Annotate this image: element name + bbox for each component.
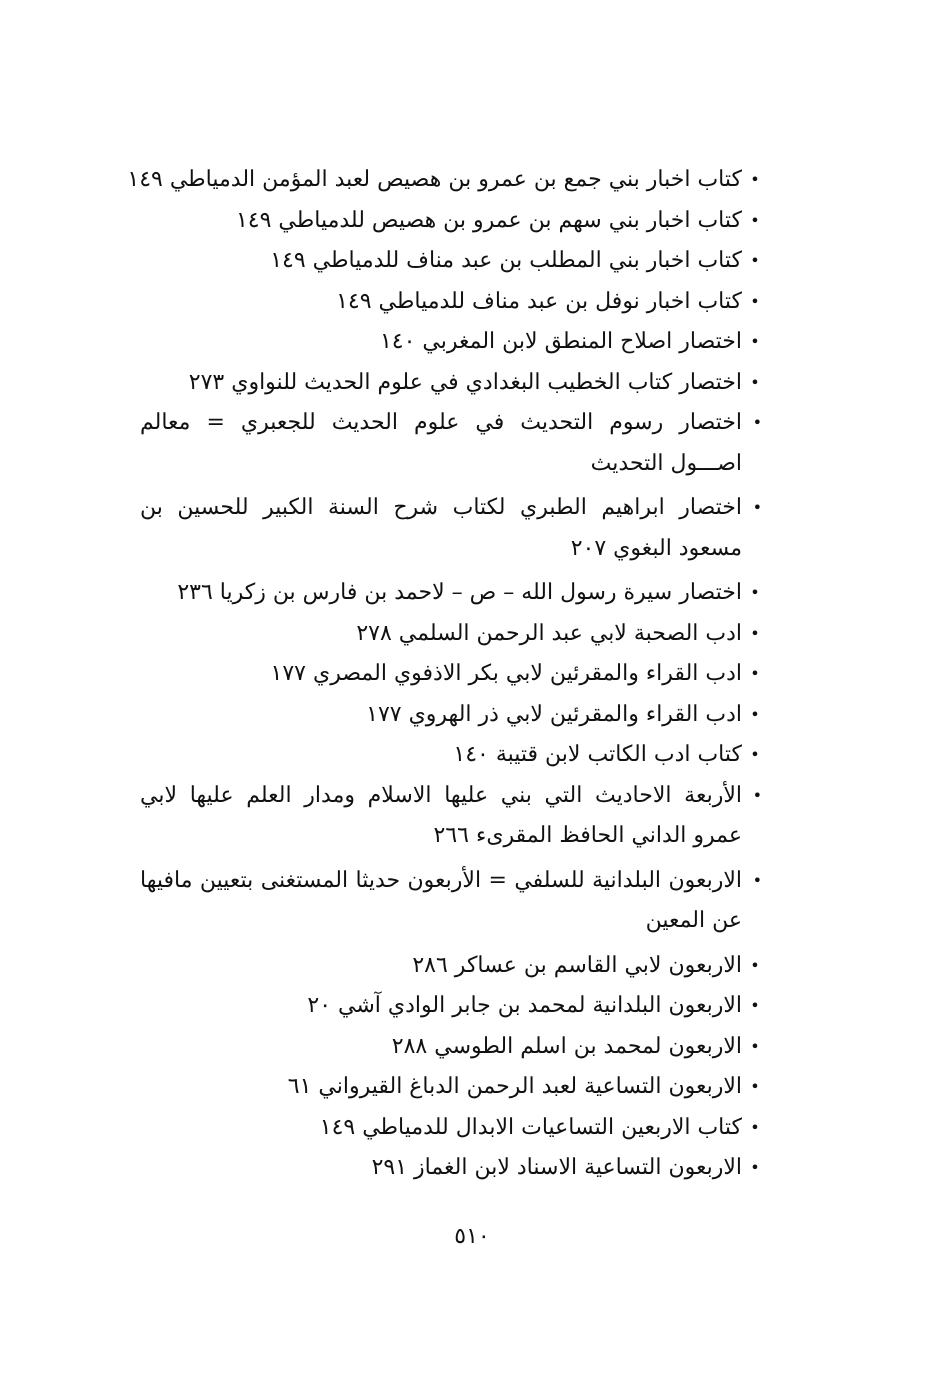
entry-text: الاربعون البلدانية لمحمد بن جابر الوادي آشي ٢٠ [307,993,742,1018]
entry-text: الاربعون لابي القاسم بن عساكر ٢٨٦ [412,952,742,978]
entry-text: كتاب الاربعين التساعيات الابدال للدمياطي ١٤٩ [319,1114,742,1140]
index-entry [140,695,762,736]
bullet-icon: • [752,785,762,805]
entry-text: ادب القراء والمقرئين لابي بكر الاذفوي المصري ١٧٧ [270,661,742,686]
entry-text: ادب القراء والمقرئين لابي ذر الهروي ١٧٧ [366,701,742,727]
entry-text: الأربعة الاحاديث التي بني عليها الاسلام ومدار العلم عليها لابي عمرو الداني الحافظ المقرىء ٢٦٦ [140,782,742,848]
bullet-icon: • [750,1158,760,1177]
bullet-icon: • [750,996,760,1015]
entry-text: اختصار كتاب الخطيب البغدادي في علوم الحديث للنواوي ٢٧٣ [188,369,742,395]
bullet-icon: • [750,372,760,392]
index-entry [140,488,762,569]
index-entry [140,363,762,404]
bullet-icon: • [750,210,760,230]
index-entry [140,776,762,857]
entry-text: اختصار سيرة رسول الله – ص – لاحمد بن فارس بن زكريا ٢٣٦ [177,580,742,605]
bullet-icon: • [750,1117,760,1137]
bullet-icon: • [750,704,760,724]
index-entry [140,201,762,242]
entry-text: اختصار اصلاح المنطق لابن المغربي ١٤٠ [379,329,742,354]
entry-text: كتاب اخبار نوفل بن عبد مناف للدمياطي ١٤٩ [336,288,742,314]
index-entry [140,654,762,695]
bullet-icon: • [750,251,760,270]
index-entries-list [127,160,762,1189]
entry-text: كتاب اخبار بني المطلب بن عبد مناف للدمياطي ١٤٩ [270,248,742,273]
index-entry [140,986,762,1027]
index-entry [140,614,762,655]
index-entry [140,241,762,282]
entry-text: الاربعون البلدانية للسلفي = الأربعون حديثا المستغنى بتعيين مافيها عن المعين [140,867,742,933]
bullet-icon: • [750,955,760,975]
bullet-icon: • [750,1036,760,1056]
entry-text: الاربعون التساعية لعبد الرحمن الدباغ القيرواني ٦١ [287,1074,742,1099]
bullet-icon: • [752,498,762,517]
entry-text: كتاب ادب الكاتب لابن قتيبة ١٤٠ [453,742,742,767]
index-entry [140,1148,762,1189]
entry-text: كتاب اخبار بني سهم بن عمرو بن هصيص للدمياطي ١٤٩ [235,207,742,233]
index-entry [140,1027,762,1068]
bullet-icon: • [752,870,762,890]
page-number: ٥١٠ [454,1224,490,1249]
bullet-icon: • [752,413,762,432]
index-entry [140,735,762,776]
entry-text: كتاب اخبار بني جمع بن عمرو بن هصيص لعبد المؤمن الدمياطي ١٤٩ [127,167,742,192]
index-entry [140,1108,762,1149]
bullet-icon: • [750,623,760,643]
bullet-icon: • [750,332,760,351]
index-entry [140,861,762,942]
bullet-icon: • [750,170,760,189]
entry-text: الاربعون التساعية الاسناد لابن الغماز ٢٩١ [371,1155,742,1180]
bullet-icon: • [750,583,760,602]
bullet-icon: • [750,745,760,764]
index-entry [127,160,762,201]
bullet-icon: • [750,291,760,311]
bullet-icon: • [750,664,760,683]
index-entry [140,1067,762,1108]
entry-text: اختصار ابراهيم الطبري لكتاب شرح السنة الكبير للحسين بن مسعود البغوي ٢٠٧ [140,495,742,561]
entry-text: ادب الصحبة لابي عبد الرحمن السلمي ٢٧٨ [356,620,742,646]
index-entry [140,282,762,323]
bullet-icon: • [750,1077,760,1096]
index-entry [140,403,762,484]
index-entry [140,322,762,363]
index-entry [140,573,762,614]
entry-text: الاربعون لمحمد بن اسلم الطوسي ٢٨٨ [391,1033,742,1059]
entry-text: اختصار رسوم التحديث في علوم الحديث للجعبري = معالم اصـــول التحديث [140,410,742,476]
index-entry [140,946,762,987]
